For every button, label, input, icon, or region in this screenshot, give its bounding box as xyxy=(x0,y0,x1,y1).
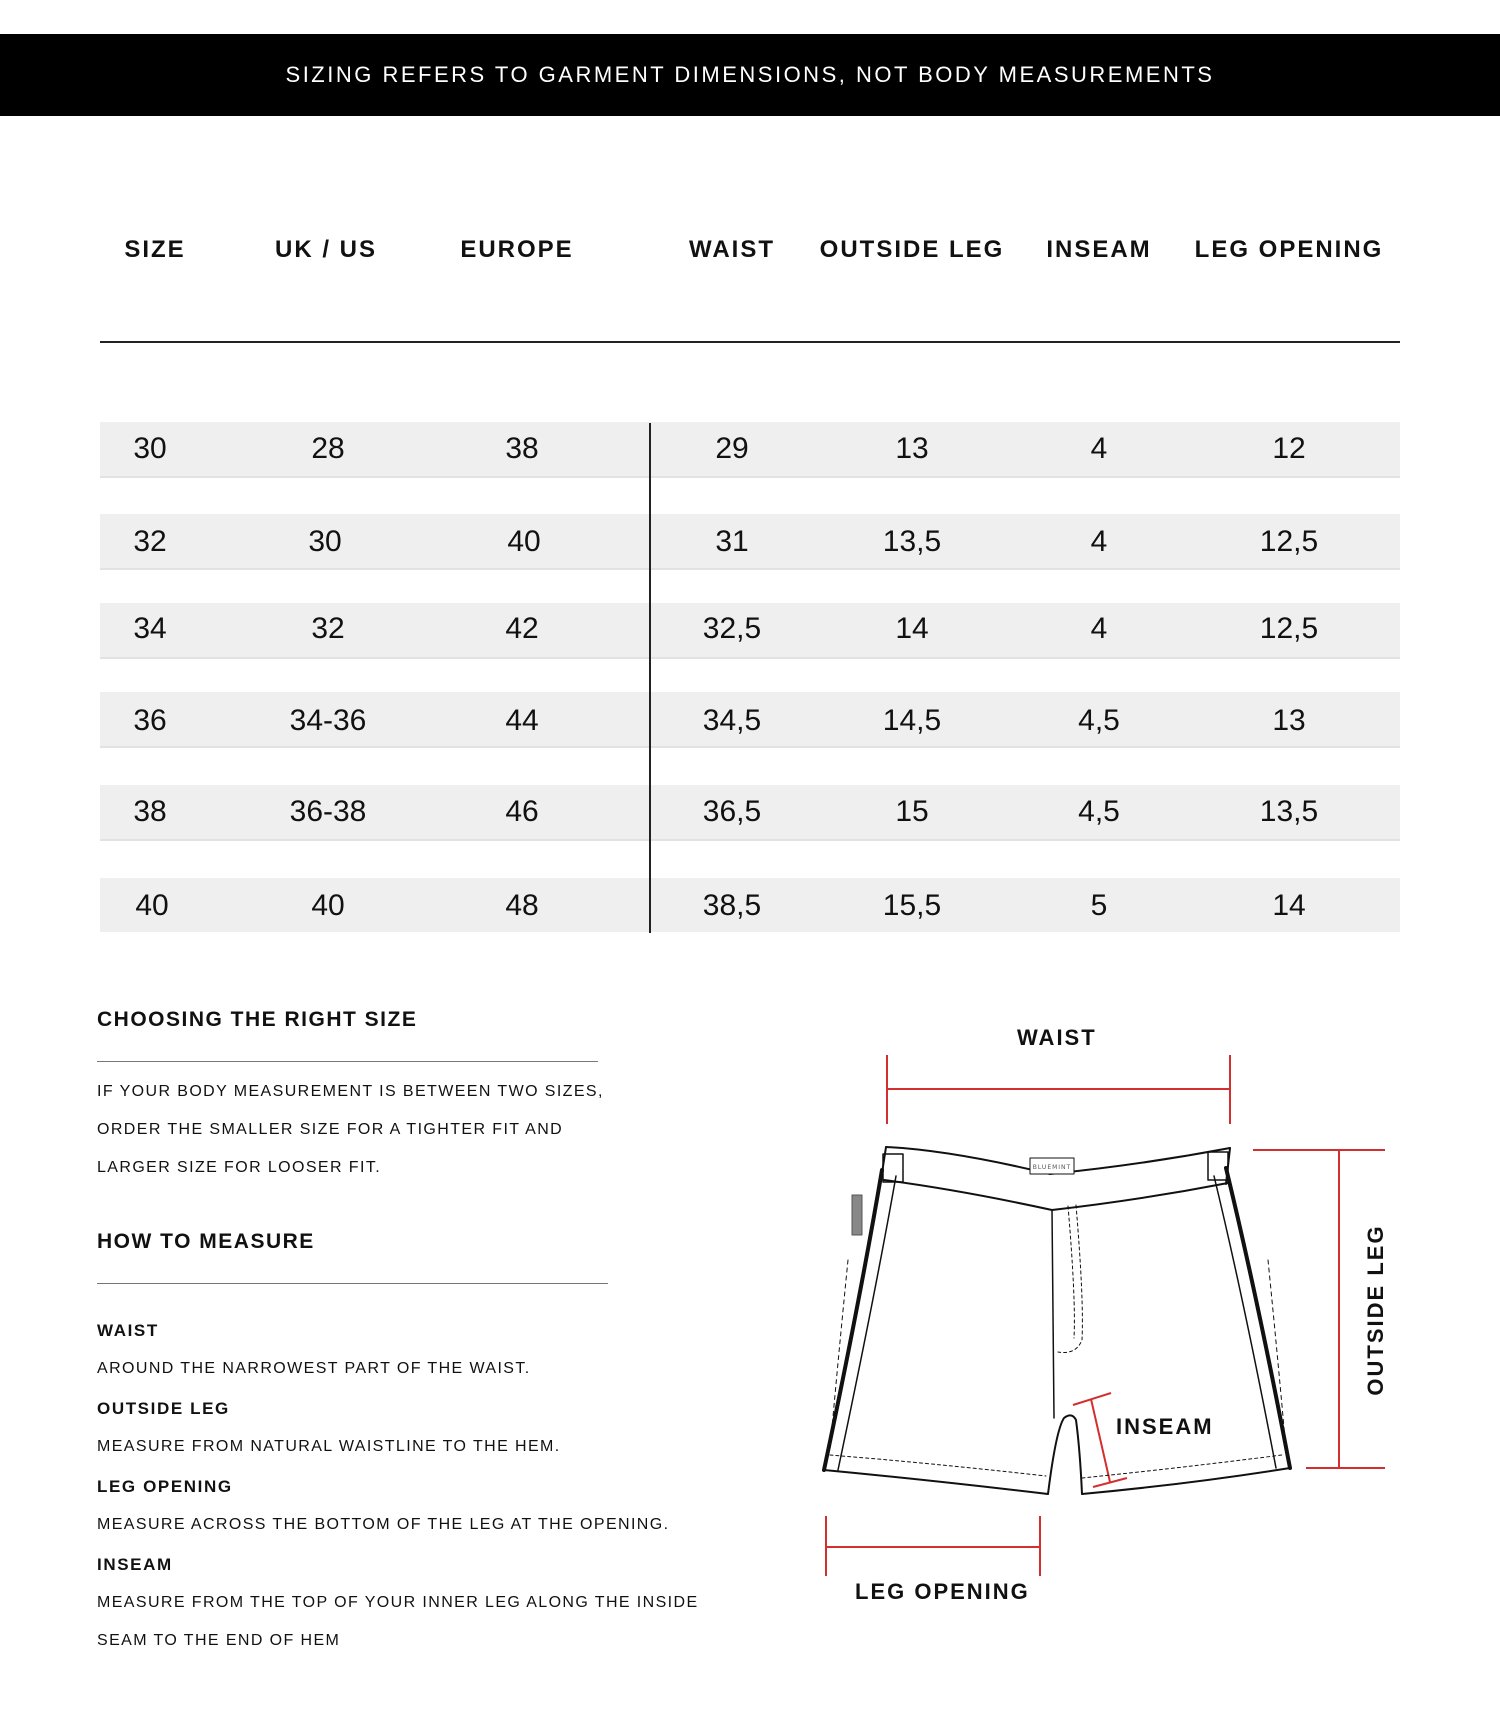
measure-leg-opening-label: LEG OPENING xyxy=(97,1477,233,1496)
column-header-outside-leg: OUTSIDE LEG xyxy=(819,236,1005,263)
brand-tag-text: BLUEMINT xyxy=(1032,1164,1072,1171)
column-header-inseam: INSEAM xyxy=(1046,236,1152,263)
table-cell: 46 xyxy=(505,795,539,828)
measure-waist-text: AROUND THE NARROWEST PART OF THE WAIST. xyxy=(97,1360,531,1377)
table-cell: 12 xyxy=(1272,432,1306,465)
table-cell: 31 xyxy=(715,525,749,558)
measure-inseam-text: SEAM TO THE END OF HEM xyxy=(97,1632,341,1649)
shorts-outline xyxy=(824,1147,1290,1494)
table-cell: 13,5 xyxy=(882,525,942,558)
table-cell: 38 xyxy=(133,795,167,828)
table-cell: 36,5 xyxy=(702,795,762,828)
measure-title: HOW TO MEASURE xyxy=(97,1230,315,1253)
table-cell: 4,5 xyxy=(1078,795,1120,828)
column-header-size: SIZE xyxy=(124,236,186,263)
table-cell: 40 xyxy=(507,525,541,558)
column-header-waist: WAIST xyxy=(689,236,775,263)
table-cell: 40 xyxy=(311,889,345,922)
table-cell: 13,5 xyxy=(1259,795,1319,828)
table-cell: 4 xyxy=(1090,612,1108,645)
table-cell: 14 xyxy=(1272,889,1306,922)
diagram-label-outside-leg: OUTSIDE LEG xyxy=(1363,1224,1388,1396)
diagram-label-leg-opening: LEG OPENING xyxy=(855,1579,1030,1604)
table-cell: 5 xyxy=(1090,889,1108,922)
table-cell: 32,5 xyxy=(702,612,762,645)
table-cell: 36 xyxy=(133,704,167,737)
table-cell: 13 xyxy=(1272,704,1306,737)
table-cell: 15 xyxy=(895,795,929,828)
table-cell: 34,5 xyxy=(702,704,762,737)
table-cell: 4 xyxy=(1090,525,1108,558)
choosing-line: LARGER SIZE FOR LOOSER FIT. xyxy=(97,1159,382,1176)
measure-inseam-text: MEASURE FROM THE TOP OF YOUR INNER LEG ALONG THE INSIDE xyxy=(97,1594,699,1611)
measure-leg-opening-text: MEASURE ACROSS THE BOTTOM OF THE LEG AT THE OPENING. xyxy=(97,1516,670,1533)
diagram-label-inseam: INSEAM xyxy=(1116,1414,1214,1439)
table-cell: 44 xyxy=(505,704,539,737)
table-cell: 38,5 xyxy=(702,889,762,922)
table-cell: 40 xyxy=(135,889,169,922)
table-cell: 32 xyxy=(311,612,345,645)
table-cell: 30 xyxy=(133,432,167,465)
choosing-title: CHOOSING THE RIGHT SIZE xyxy=(97,1008,418,1031)
table-cell: 12,5 xyxy=(1259,612,1319,645)
choosing-line: ORDER THE SMALLER SIZE FOR A TIGHTER FIT AND xyxy=(97,1121,564,1138)
measure-inseam-label: INSEAM xyxy=(97,1555,173,1574)
table-cell: 13 xyxy=(895,432,929,465)
table-cell: 28 xyxy=(311,432,345,465)
measurement-guides xyxy=(826,1055,1385,1576)
table-cell: 42 xyxy=(505,612,539,645)
table-cell: 15,5 xyxy=(882,889,942,922)
choosing-line: IF YOUR BODY MEASUREMENT IS BETWEEN TWO SIZES, xyxy=(97,1083,604,1100)
table-cell: 29 xyxy=(715,432,749,465)
measure-outside-leg-text: MEASURE FROM NATURAL WAISTLINE TO THE HEM. xyxy=(97,1438,561,1455)
column-header-europe: EUROPE xyxy=(460,236,574,263)
table-cell: 12,5 xyxy=(1259,525,1319,558)
table-cell: 30 xyxy=(308,525,342,558)
table-cell: 34-36 xyxy=(289,704,367,737)
column-header-leg-opening: LEG OPENING xyxy=(1194,236,1384,263)
measure-outside-leg-label: OUTSIDE LEG xyxy=(97,1399,230,1418)
table-cell: 32 xyxy=(133,525,167,558)
table-cell: 14,5 xyxy=(882,704,942,737)
banner-text: SIZING REFERS TO GARMENT DIMENSIONS, NOT BODY MEASUREMENTS xyxy=(285,62,1215,87)
table-cell: 38 xyxy=(505,432,539,465)
table-cell: 4 xyxy=(1090,432,1108,465)
table-cell: 34 xyxy=(133,612,167,645)
diagram-label-waist: WAIST xyxy=(1017,1025,1097,1050)
table-cell: 4,5 xyxy=(1078,704,1120,737)
table-cell: 14 xyxy=(895,612,929,645)
measure-waist-label: WAIST xyxy=(97,1321,159,1340)
column-header-uk-us: UK / US xyxy=(274,236,378,263)
table-cell: 36-38 xyxy=(289,795,367,828)
table-cell: 48 xyxy=(505,889,539,922)
